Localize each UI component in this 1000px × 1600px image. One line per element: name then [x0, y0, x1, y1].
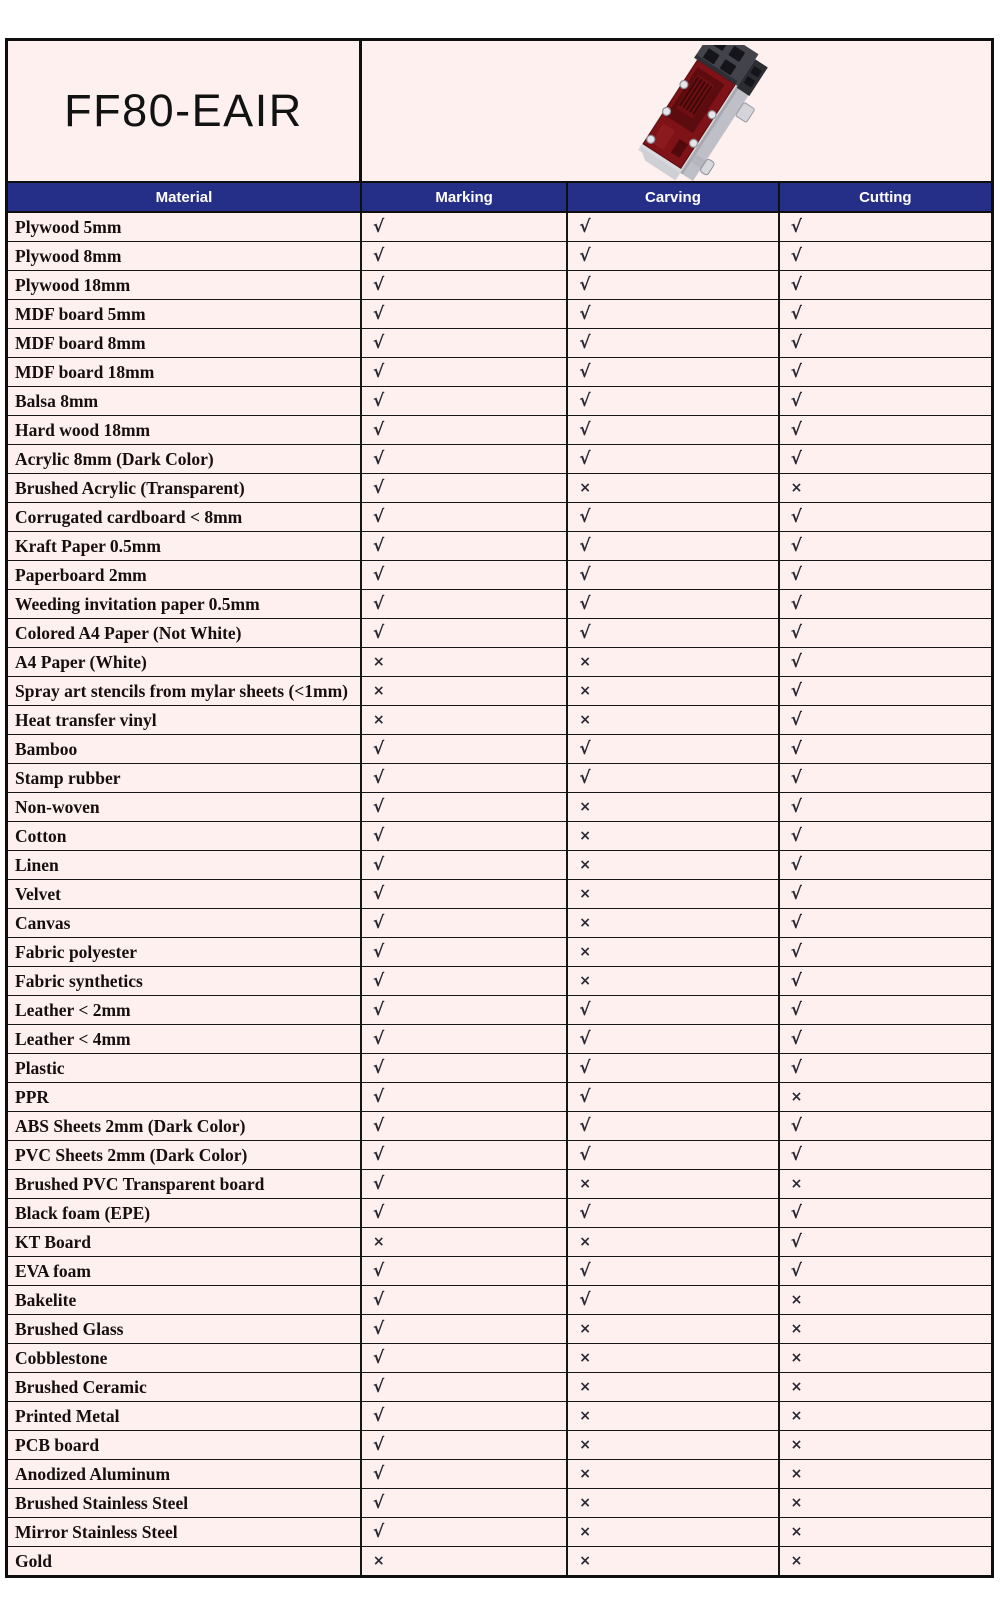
marking-mark: √ [362, 358, 568, 386]
carving-mark: × [568, 1431, 779, 1459]
marking-mark: √ [362, 590, 568, 618]
material-name: Anodized Aluminum [8, 1460, 362, 1488]
column-header-carving [568, 183, 779, 211]
cutting-mark: √ [790, 942, 802, 962]
table-row [8, 561, 991, 590]
marking-mark: √ [362, 242, 568, 270]
column-header-marking-label: Marking [435, 188, 493, 206]
carving-mark: √ [568, 1141, 779, 1169]
carving-mark: × [568, 938, 779, 966]
material-name: Bamboo [8, 735, 362, 763]
carving-mark: × [568, 1170, 779, 1198]
marking-mark: √ [362, 474, 568, 502]
material-name: KT Board [8, 1228, 362, 1256]
marking-mark: √ [362, 445, 568, 473]
marking-mark: √ [362, 300, 568, 328]
cutting-mark: √ [790, 884, 802, 904]
material-name: Brushed Ceramic [8, 1373, 362, 1401]
material-name: Brushed PVC Transparent board [8, 1170, 362, 1198]
marking-mark: √ [362, 213, 568, 241]
material-name: Acrylic 8mm (Dark Color) [8, 445, 362, 473]
carving-mark: × [568, 1228, 779, 1256]
carving-mark: × [568, 851, 779, 879]
column-header-carving-label: Carving [645, 188, 701, 206]
table-row [8, 764, 991, 793]
column-header-material-label: Material [155, 188, 213, 206]
marking-mark: √ [362, 532, 568, 560]
table-header-row [8, 181, 991, 213]
material-name: Velvet [8, 880, 362, 908]
carving-mark: √ [568, 329, 779, 357]
material-name: Linen [8, 851, 362, 879]
table-row [8, 619, 991, 648]
cutting-mark: √ [790, 594, 802, 614]
carving-mark: × [568, 1315, 779, 1343]
marking-mark: × [362, 677, 568, 705]
table-row [8, 1344, 991, 1373]
laser-module-image [574, 45, 824, 181]
marking-mark: √ [362, 1170, 568, 1198]
carving-mark: √ [568, 590, 779, 618]
cutting-mark: √ [790, 1116, 802, 1136]
material-name: Paperboard 2mm [8, 561, 362, 589]
marking-mark: √ [362, 1431, 568, 1459]
material-name: MDF board 5mm [8, 300, 362, 328]
material-name: Plywood 18mm [8, 271, 362, 299]
cutting-mark: √ [790, 536, 802, 556]
material-name: Kraft Paper 0.5mm [8, 532, 362, 560]
marking-mark: √ [362, 1141, 568, 1169]
table-row [8, 793, 991, 822]
carving-mark: × [568, 880, 779, 908]
banner [8, 41, 991, 181]
material-name: A4 Paper (White) [8, 648, 362, 676]
cutting-mark: √ [790, 1261, 802, 1281]
table-row [8, 1431, 991, 1460]
table-row [8, 213, 991, 242]
material-name: Fabric polyester [8, 938, 362, 966]
marking-mark: √ [362, 996, 568, 1024]
material-name: Black foam (EPE) [8, 1199, 362, 1227]
marking-mark: √ [362, 329, 568, 357]
table-row [8, 1315, 991, 1344]
table-row [8, 648, 991, 677]
cutting-mark: √ [790, 913, 802, 933]
cutting-mark: √ [790, 681, 802, 701]
carving-mark: × [568, 1460, 779, 1488]
table-row [8, 474, 991, 503]
material-name: Hard wood 18mm [8, 416, 362, 444]
table-row [8, 503, 991, 532]
cutting-mark: × [790, 1379, 803, 1395]
cutting-mark: √ [790, 420, 802, 440]
table-row [8, 1518, 991, 1547]
material-compatibility-table [5, 38, 994, 1578]
material-name: Mirror Stainless Steel [8, 1518, 362, 1546]
column-header-cutting-label: Cutting [859, 188, 912, 206]
cutting-mark: √ [790, 507, 802, 527]
table-row [8, 1257, 991, 1286]
cutting-mark: √ [790, 855, 802, 875]
material-name: Bakelite [8, 1286, 362, 1314]
table-row [8, 1141, 991, 1170]
marking-mark: √ [362, 1344, 568, 1372]
table-row [8, 1228, 991, 1257]
material-name: Plywood 8mm [8, 242, 362, 270]
table-row [8, 1547, 991, 1575]
material-name: Brushed Acrylic (Transparent) [8, 474, 362, 502]
table-row [8, 909, 991, 938]
marking-mark: √ [362, 909, 568, 937]
table-row [8, 358, 991, 387]
material-name: Heat transfer vinyl [8, 706, 362, 734]
column-header-cutting [780, 183, 991, 211]
table-row [8, 938, 991, 967]
cutting-mark: √ [790, 971, 802, 991]
marking-mark: √ [362, 822, 568, 850]
table-row [8, 822, 991, 851]
material-name: EVA foam [8, 1257, 362, 1285]
material-name: Plywood 5mm [8, 213, 362, 241]
carving-mark: √ [568, 619, 779, 647]
material-name: Balsa 8mm [8, 387, 362, 415]
carving-mark: × [568, 706, 779, 734]
carving-mark: × [568, 909, 779, 937]
material-name: PPR [8, 1083, 362, 1111]
marking-mark: √ [362, 561, 568, 589]
marking-mark: √ [362, 1286, 568, 1314]
carving-mark: √ [568, 1112, 779, 1140]
cutting-mark: × [790, 1553, 803, 1569]
marking-mark: √ [362, 1025, 568, 1053]
cutting-mark: √ [790, 826, 802, 846]
cutting-mark: √ [790, 797, 802, 817]
carving-mark: × [568, 677, 779, 705]
carving-mark: × [568, 793, 779, 821]
product-image-cell [362, 41, 991, 181]
marking-mark: × [362, 1228, 568, 1256]
cutting-mark: √ [790, 623, 802, 643]
marking-mark: × [362, 648, 568, 676]
marking-mark: √ [362, 1054, 568, 1082]
table-row [8, 329, 991, 358]
material-name: Spray art stencils from mylar sheets (<1mm) [8, 677, 362, 705]
carving-mark: × [568, 1402, 779, 1430]
carving-mark: √ [568, 416, 779, 444]
marking-mark: √ [362, 1489, 568, 1517]
table-row [8, 851, 991, 880]
cutting-mark: √ [790, 362, 802, 382]
cutting-mark: √ [790, 652, 802, 672]
cutting-mark: × [790, 1466, 803, 1482]
product-title-cell [8, 41, 362, 181]
cutting-mark: √ [790, 391, 802, 411]
material-name: Weeding invitation paper 0.5mm [8, 590, 362, 618]
marking-mark: √ [362, 619, 568, 647]
cutting-mark: √ [790, 739, 802, 759]
carving-mark: √ [568, 213, 779, 241]
table-row [8, 1170, 991, 1199]
material-name: Brushed Glass [8, 1315, 362, 1343]
table-row [8, 1286, 991, 1315]
cutting-mark: × [790, 1408, 803, 1424]
marking-mark: √ [362, 271, 568, 299]
carving-mark: √ [568, 300, 779, 328]
cutting-mark: × [790, 1321, 803, 1337]
cutting-mark: √ [790, 1203, 802, 1223]
material-name: Printed Metal [8, 1402, 362, 1430]
carving-mark: √ [568, 445, 779, 473]
carving-mark: √ [568, 387, 779, 415]
cutting-mark: √ [790, 1145, 802, 1165]
carving-mark: √ [568, 1025, 779, 1053]
cutting-mark: √ [790, 246, 802, 266]
cutting-mark: √ [790, 1058, 802, 1078]
cutting-mark: × [790, 1176, 803, 1192]
marking-mark: √ [362, 851, 568, 879]
table-row [8, 1489, 991, 1518]
table-row [8, 967, 991, 996]
carving-mark: √ [568, 242, 779, 270]
marking-mark: √ [362, 764, 568, 792]
marking-mark: √ [362, 1402, 568, 1430]
table-row [8, 1054, 991, 1083]
material-name: MDF board 18mm [8, 358, 362, 386]
table-row [8, 1025, 991, 1054]
table-row [8, 1373, 991, 1402]
marking-mark: √ [362, 1199, 568, 1227]
material-name: Non-woven [8, 793, 362, 821]
marking-mark: √ [362, 503, 568, 531]
carving-mark: × [568, 967, 779, 995]
column-header-marking [362, 183, 568, 211]
material-name: Fabric synthetics [8, 967, 362, 995]
carving-mark: √ [568, 271, 779, 299]
cutting-mark: √ [790, 1000, 802, 1020]
column-header-material [8, 183, 362, 211]
marking-mark: √ [362, 1112, 568, 1140]
cutting-mark: √ [790, 449, 802, 469]
carving-mark: × [568, 648, 779, 676]
material-name: Gold [8, 1547, 362, 1575]
cutting-mark: × [790, 1350, 803, 1366]
carving-mark: √ [568, 764, 779, 792]
table-row [8, 1402, 991, 1431]
marking-mark: √ [362, 387, 568, 415]
cutting-mark: √ [790, 1029, 802, 1049]
cutting-mark: √ [790, 710, 802, 730]
cutting-mark: √ [790, 565, 802, 585]
cutting-mark: × [790, 1089, 803, 1105]
marking-mark: √ [362, 1373, 568, 1401]
marking-mark: √ [362, 416, 568, 444]
cutting-mark: × [790, 480, 803, 496]
carving-mark: × [568, 474, 779, 502]
table-row [8, 1460, 991, 1489]
material-name: Leather < 4mm [8, 1025, 362, 1053]
material-name: Leather < 2mm [8, 996, 362, 1024]
carving-mark: × [568, 1373, 779, 1401]
carving-mark: √ [568, 735, 779, 763]
marking-mark: √ [362, 938, 568, 966]
material-name: Brushed Stainless Steel [8, 1489, 362, 1517]
cutting-mark: √ [790, 304, 802, 324]
table-row [8, 532, 991, 561]
carving-mark: √ [568, 358, 779, 386]
carving-mark: × [568, 1344, 779, 1372]
carving-mark: × [568, 1518, 779, 1546]
carving-mark: × [568, 1489, 779, 1517]
carving-mark: √ [568, 503, 779, 531]
marking-mark: √ [362, 880, 568, 908]
carving-mark: √ [568, 996, 779, 1024]
material-name: MDF board 8mm [8, 329, 362, 357]
carving-mark: √ [568, 1286, 779, 1314]
table-row [8, 1112, 991, 1141]
marking-mark: √ [362, 735, 568, 763]
table-row [8, 590, 991, 619]
cutting-mark: × [790, 1437, 803, 1453]
table-row [8, 1083, 991, 1112]
cutting-mark: √ [790, 768, 802, 788]
marking-mark: √ [362, 1083, 568, 1111]
table-row [8, 445, 991, 474]
material-name: PVC Sheets 2mm (Dark Color) [8, 1141, 362, 1169]
cutting-mark: √ [790, 1232, 802, 1252]
table-row [8, 387, 991, 416]
carving-mark: × [568, 822, 779, 850]
marking-mark: √ [362, 1315, 568, 1343]
product-title: FF80-EAIR [64, 85, 303, 136]
table-row [8, 1199, 991, 1228]
marking-mark: × [362, 706, 568, 734]
table-row [8, 735, 991, 764]
marking-mark: × [362, 1547, 568, 1575]
cutting-mark: √ [790, 333, 802, 353]
table-row [8, 300, 991, 329]
table-row [8, 416, 991, 445]
carving-mark: × [568, 1547, 779, 1575]
material-name: Cotton [8, 822, 362, 850]
table-row [8, 706, 991, 735]
cutting-mark: × [790, 1292, 803, 1308]
table-row [8, 271, 991, 300]
marking-mark: √ [362, 1257, 568, 1285]
marking-mark: √ [362, 793, 568, 821]
material-name: Plastic [8, 1054, 362, 1082]
marking-mark: √ [362, 1518, 568, 1546]
carving-mark: √ [568, 1054, 779, 1082]
material-name: Canvas [8, 909, 362, 937]
material-name: Corrugated cardboard < 8mm [8, 503, 362, 531]
material-name: PCB board [8, 1431, 362, 1459]
marking-mark: √ [362, 1460, 568, 1488]
material-name: Colored A4 Paper (Not White) [8, 619, 362, 647]
marking-mark: √ [362, 967, 568, 995]
carving-mark: √ [568, 1083, 779, 1111]
table-row [8, 677, 991, 706]
carving-mark: √ [568, 532, 779, 560]
cutting-mark: √ [790, 275, 802, 295]
material-name: Stamp rubber [8, 764, 362, 792]
carving-mark: √ [568, 561, 779, 589]
table-row [8, 880, 991, 909]
table-row [8, 242, 991, 271]
material-name: ABS Sheets 2mm (Dark Color) [8, 1112, 362, 1140]
table-rows [8, 213, 991, 1575]
cutting-mark: × [790, 1524, 803, 1540]
cutting-mark: √ [790, 217, 802, 237]
carving-mark: √ [568, 1199, 779, 1227]
material-name: Cobblestone [8, 1344, 362, 1372]
carving-mark: √ [568, 1257, 779, 1285]
table-row [8, 996, 991, 1025]
cutting-mark: × [790, 1495, 803, 1511]
